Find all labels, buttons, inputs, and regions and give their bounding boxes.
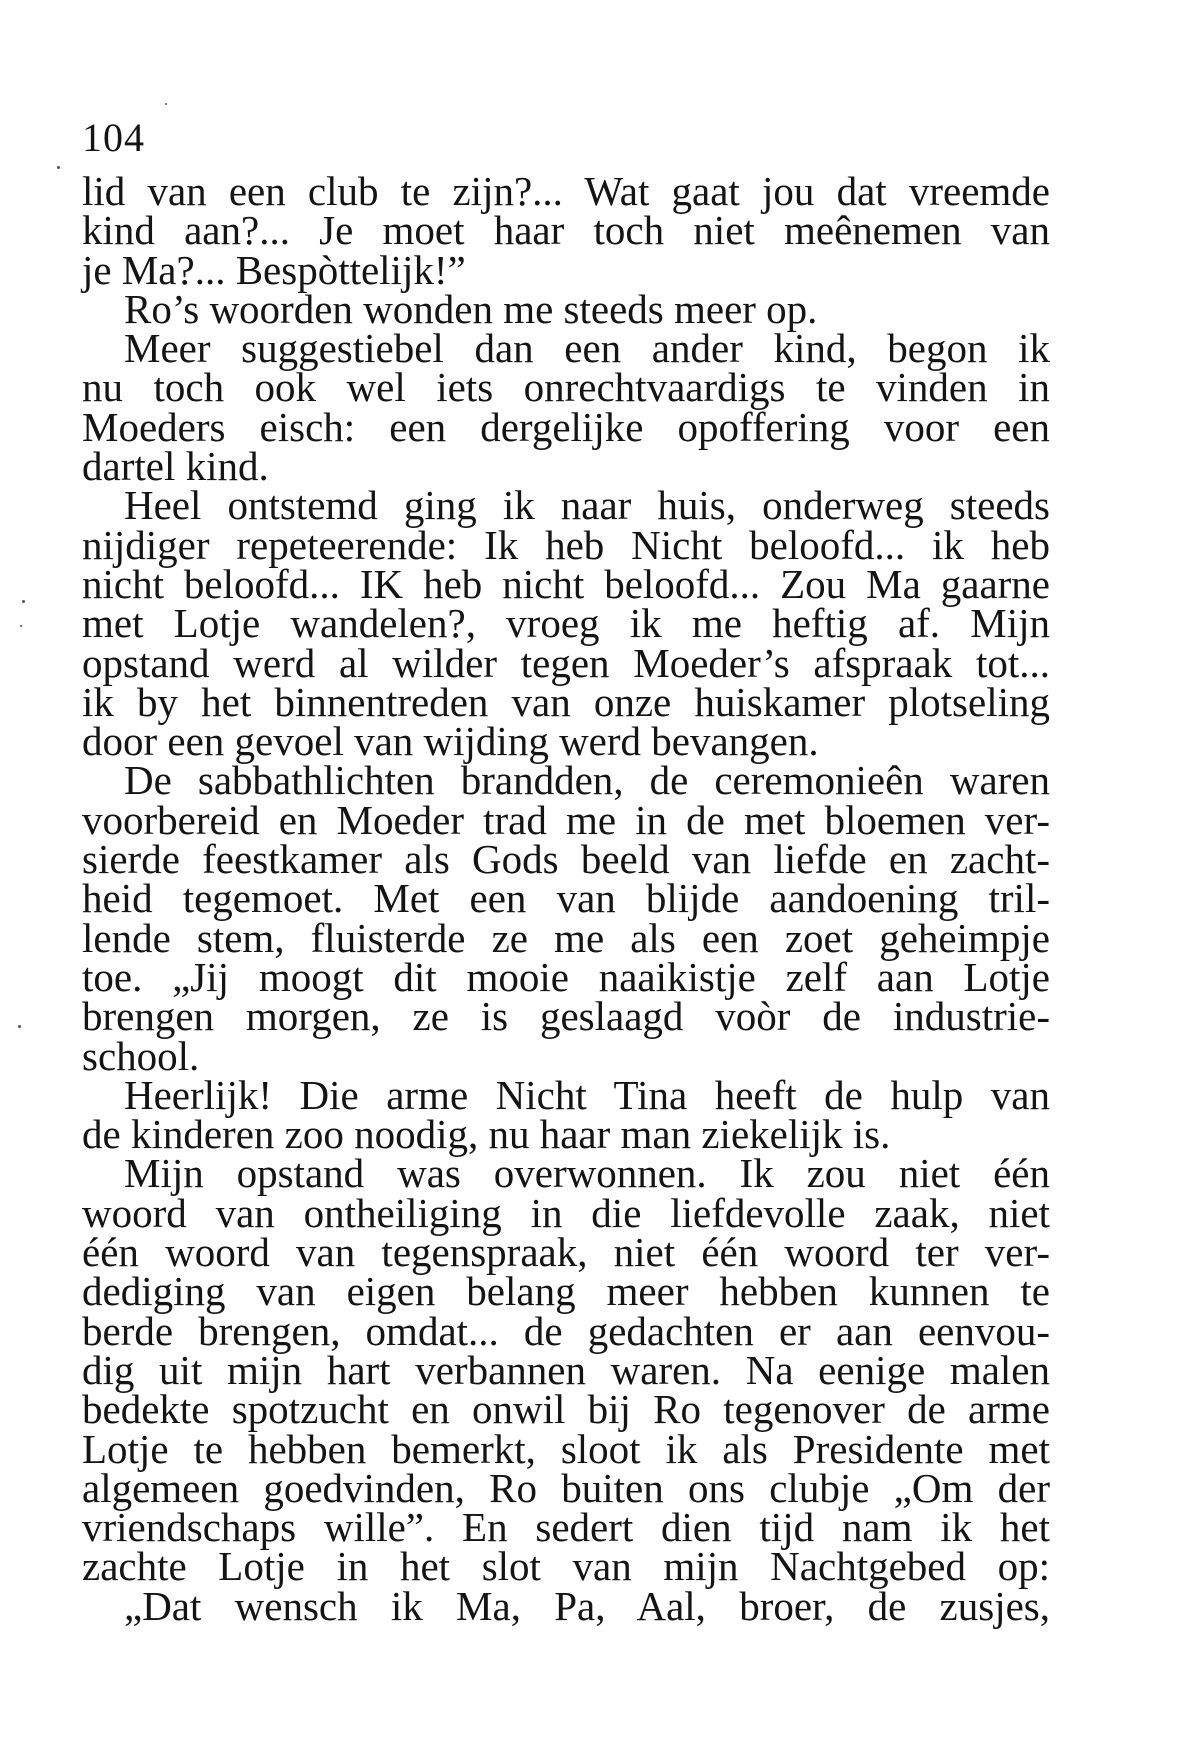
text-line: nicht beloofd... IK heb nicht beloofd... Zou Ma gaarne	[82, 560, 1050, 607]
text-line: Ro’s woorden wonden me steeds meer op.	[124, 285, 818, 332]
text-line: je Ma?... Bespòttelijk!”	[82, 246, 466, 293]
text-line: algemeen goedvinden, Ro buiten ons clubje „Om der	[82, 1464, 1050, 1511]
text-line: kind aan?... Je moet haar toch niet meênemen van	[82, 207, 1050, 254]
text-line: brengen morgen, ze is geslaagd voòr de industrie-	[82, 993, 1050, 1040]
text-line: zachte Lotje in het slot van mijn Nachtgebed op:	[82, 1543, 1050, 1590]
print-speck	[165, 103, 167, 105]
text-line: woord van ontheiliging in die liefdevolle zaak, niet	[82, 1189, 1050, 1236]
text-line: vriendschaps wille”. En sedert dien tijd nam ik het	[82, 1504, 1050, 1551]
text-line: „Dat wensch ik Ma, Pa, Aal, broer, de zusjes,	[124, 1582, 1050, 1629]
page-number: 104	[82, 115, 145, 160]
text-line: ik by het binnentreden van onze huiskamer plotseling	[82, 678, 1050, 725]
print-speck	[18, 1025, 21, 1028]
text-line: lid van een club te zijn?... Wat gaat jou dat vreemde	[82, 168, 1050, 214]
print-speck	[22, 600, 25, 603]
text-line: nijdiger repeteerende: Ik heb Nicht beloofd... ik heb	[82, 521, 1050, 568]
text-line: lende stem, fluisterde ze me als een zoet geheimpje	[82, 914, 1050, 961]
text-line: school.	[82, 1032, 200, 1079]
body-text	[82, 168, 1050, 1629]
text-line: Heerlijk! Die arme Nicht Tina heeft de hulp van	[124, 1071, 1050, 1118]
text-line: dig uit mijn hart verbannen waren. Na eenige malen	[82, 1346, 1050, 1393]
text-line: sierde feestkamer als Gods beeld van liefde en zacht-	[82, 836, 1050, 883]
text-line: nu toch ook wel iets onrechtvaardigs te vinden in	[82, 364, 1050, 411]
text-line: voorbereid en Moeder trad me in de met bloemen ver-	[82, 796, 1050, 843]
text-line: dediging van eigen belang meer hebben kunnen te	[82, 1268, 1050, 1315]
text-line: door een gevoel van wijding werd bevangen.	[82, 718, 819, 765]
text-line: Lotje te hebben bemerkt, sloot ik als Presidente met	[82, 1425, 1050, 1472]
text-line: bedekte spotzucht en onwil bij Ro tegenover de arme	[82, 1386, 1050, 1433]
text-line: berde brengen, omdat... de gedachten er aan eenvou-	[82, 1307, 1050, 1354]
text-line: Meer suggestiebel dan een ander kind, begon ik	[124, 325, 1050, 372]
text-line: opstand werd al wilder tegen Moeder’s afspraak tot...	[82, 639, 1050, 686]
print-speck	[57, 166, 60, 169]
text-line: heid tegemoet. Met een van blijde aandoening tril-	[82, 875, 1050, 922]
text-line: de kinderen zoo noodig, nu haar man ziekelijk is.	[82, 1111, 891, 1158]
text-line: één woord van tegenspraak, niet één woord ter ver-	[82, 1229, 1050, 1276]
print-speck	[20, 625, 22, 627]
text-line: De sabbathlichten brandden, de ceremonieên waren	[124, 757, 1050, 804]
text-line: toe. „Jij moogt dit mooie naaikistje zelf aan Lotje	[82, 953, 1050, 1000]
text-line: Heel ontstemd ging ik naar huis, onderweg steeds	[124, 482, 1050, 529]
text-line: Mijn opstand was overwonnen. Ik zou niet één	[124, 1150, 1050, 1197]
text-line: dartel kind.	[82, 443, 269, 490]
text-line: met Lotje wandelen?, vroeg ik me heftig af. Mijn	[82, 600, 1050, 647]
text-line: Moeders eisch: een dergelijke opoffering voor een	[82, 403, 1050, 450]
